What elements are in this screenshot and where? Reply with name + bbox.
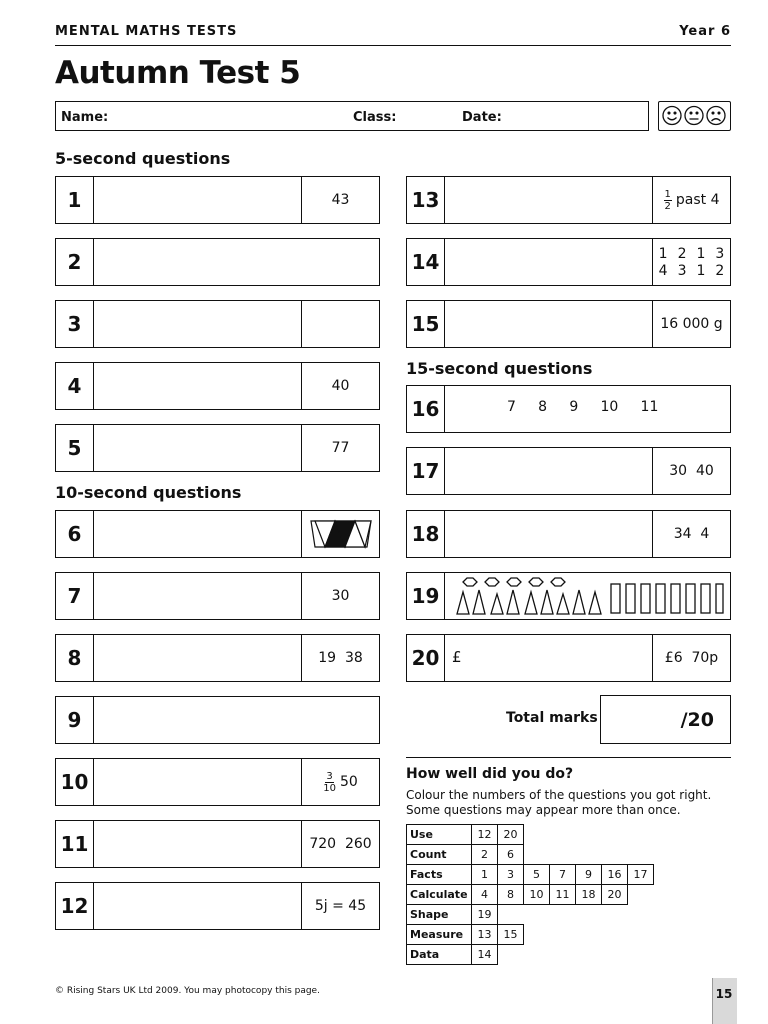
question-number-cell[interactable]: 7 [550, 865, 576, 885]
self-assessment-faces[interactable] [658, 101, 731, 131]
question-number-cell[interactable]: 8 [498, 885, 524, 905]
question-number: 4 [56, 363, 94, 409]
page-number: 15 [715, 987, 733, 1001]
category-label: Shape [407, 905, 472, 925]
question-18-box[interactable] [406, 510, 731, 558]
year-label: Year 6 [679, 24, 731, 39]
fraction-numerator: 3 [326, 770, 333, 782]
marks-row [407, 945, 654, 965]
question-cue: 77 [301, 425, 379, 471]
question-cue [652, 239, 730, 285]
question-cue: 30 [301, 573, 379, 619]
name-class-date-box[interactable] [55, 101, 649, 131]
section-5-second: 5-second questions [55, 149, 231, 168]
question-11-box[interactable] [55, 820, 380, 868]
instruction-line-1: Colour the numbers of the questions you got right. [406, 788, 712, 802]
question-number: 3 [56, 301, 94, 347]
question-number: 11 [56, 821, 94, 867]
question-number: 12 [56, 883, 94, 929]
question-number: 8 [56, 635, 94, 681]
question-number: 16 [407, 386, 445, 432]
question-number-cell[interactable]: 9 [576, 865, 602, 885]
question-cue: 30 40 [652, 448, 730, 494]
question-number: 13 [407, 177, 445, 223]
header-rule [55, 45, 731, 46]
category-label: Use [407, 825, 472, 845]
question-20-box[interactable] [406, 634, 731, 682]
question-cue: 19 38 [301, 635, 379, 681]
grid-cell: 3 [677, 262, 687, 279]
category-label: Data [407, 945, 472, 965]
grid-cell: 2 [677, 245, 687, 262]
fraction [664, 189, 672, 212]
question-number: 7 [56, 573, 94, 619]
question-number-cell[interactable]: 20 [498, 825, 524, 845]
total-marks-label: Total marks [506, 710, 598, 726]
grid-cell: 1 [696, 245, 706, 262]
question-cue: 16 000 g [652, 301, 730, 347]
question-number-cell[interactable]: 3 [498, 865, 524, 885]
faces-icon [659, 102, 729, 129]
question-number-cell[interactable]: 5 [524, 865, 550, 885]
question-cue: 34 4 [652, 511, 730, 557]
question-10-box[interactable] [55, 758, 380, 806]
how-well-instructions [406, 788, 711, 818]
marks-table [406, 824, 654, 965]
question-number: 19 [407, 573, 445, 619]
number-grid [659, 246, 725, 279]
question-number-cell[interactable]: 17 [628, 865, 654, 885]
question-number-cell[interactable]: 15 [498, 925, 524, 945]
question-cue: 5j = 45 [301, 883, 379, 929]
question-number: 18 [407, 511, 445, 557]
question-9-box[interactable] [55, 696, 380, 744]
question-16-box[interactable] [406, 385, 731, 433]
question-3-box[interactable] [55, 300, 380, 348]
category-label: Facts [407, 865, 472, 885]
section-10-second: 10-second questions [55, 483, 242, 502]
copyright-footer: © Rising Stars UK Ltd 2009. You may photocopy this page. [55, 986, 320, 996]
triangle-strip-icon [309, 518, 373, 550]
fraction [323, 771, 336, 794]
number-sequence: 7 8 9 10 11 [507, 399, 659, 415]
question-12-box[interactable] [55, 882, 380, 930]
question-number: 9 [56, 697, 94, 743]
question-number-cell[interactable]: 18 [576, 885, 602, 905]
question-cue [301, 301, 379, 347]
question-number-cell[interactable]: 12 [472, 825, 498, 845]
divider [406, 757, 731, 758]
question-13-box[interactable] [406, 176, 731, 224]
question-number: 2 [56, 239, 94, 285]
question-number: 20 [407, 635, 445, 681]
question-cue: £6 70p [652, 635, 730, 681]
page-tab [712, 978, 737, 1024]
question-cue [301, 759, 379, 805]
question-number-cell[interactable]: 20 [602, 885, 628, 905]
question-cue [301, 511, 379, 557]
grid-cell: 3 [715, 245, 725, 262]
question-cue [652, 177, 730, 223]
pound-prefix: £ [452, 648, 462, 666]
question-number: 14 [407, 239, 445, 285]
marks-row [407, 845, 654, 865]
question-number-cell[interactable]: 13 [472, 925, 498, 945]
question-number: 15 [407, 301, 445, 347]
question-cue: 40 [301, 363, 379, 409]
question-1-box[interactable] [55, 176, 380, 224]
cue-value: 50 [339, 774, 358, 790]
how-well-heading: How well did you do? [406, 766, 574, 782]
marks-row [407, 865, 654, 885]
question-5-box[interactable] [55, 424, 380, 472]
question-number-cell[interactable]: 6 [498, 845, 524, 865]
question-14-box[interactable] [406, 238, 731, 286]
category-label: Count [407, 845, 472, 865]
question-number-cell[interactable]: 4 [472, 885, 498, 905]
question-number: 6 [56, 511, 94, 557]
section-15-second: 15-second questions [406, 359, 593, 378]
question-8-box[interactable] [55, 634, 380, 682]
instruction-line-2: Some questions may appear more than once. [406, 803, 681, 817]
cue-value: past 4 [675, 192, 720, 208]
page-title: Autumn Test 5 [55, 55, 301, 91]
question-6-box[interactable] [55, 510, 380, 558]
question-number-cell[interactable]: 2 [472, 845, 498, 865]
question-number-cell[interactable]: 16 [602, 865, 628, 885]
grid-cell: 4 [658, 262, 668, 279]
question-number-cell[interactable]: 19 [472, 905, 498, 925]
question-19-box[interactable] [406, 572, 731, 620]
name-label: Name: [61, 110, 109, 125]
series-title: MENTAL MATHS TESTS [55, 24, 238, 39]
question-number: 1 [56, 177, 94, 223]
question-17-box[interactable] [406, 447, 731, 495]
class-label: Class: [353, 110, 397, 125]
grid-cell: 1 [696, 262, 706, 279]
question-cue: 43 [301, 177, 379, 223]
question-4-box[interactable] [55, 362, 380, 410]
marks-row [407, 825, 654, 845]
fraction-denominator: 2 [664, 200, 671, 212]
question-number-cell[interactable]: 1 [472, 865, 498, 885]
question-7-box[interactable] [55, 572, 380, 620]
shapes-icon [455, 576, 725, 616]
question-number: 17 [407, 448, 445, 494]
question-number: 10 [56, 759, 94, 805]
question-number-cell[interactable]: 14 [472, 945, 498, 965]
marks-row [407, 925, 654, 945]
question-number-cell[interactable]: 10 [524, 885, 550, 905]
question-cue: 720 260 [301, 821, 379, 867]
question-15-box[interactable] [406, 300, 731, 348]
question-number: 5 [56, 425, 94, 471]
date-label: Date: [462, 110, 502, 125]
question-2-box[interactable] [55, 238, 380, 286]
category-label: Measure [407, 925, 472, 945]
fraction-numerator: 1 [664, 188, 671, 200]
fraction-denominator: 10 [323, 782, 336, 794]
question-number-cell[interactable]: 11 [550, 885, 576, 905]
total-marks-box[interactable]: /20 [600, 695, 731, 744]
grid-cell: 1 [658, 245, 668, 262]
marks-row [407, 885, 654, 905]
marks-row [407, 905, 654, 925]
category-label: Calculate [407, 885, 472, 905]
grid-cell: 2 [715, 262, 725, 279]
